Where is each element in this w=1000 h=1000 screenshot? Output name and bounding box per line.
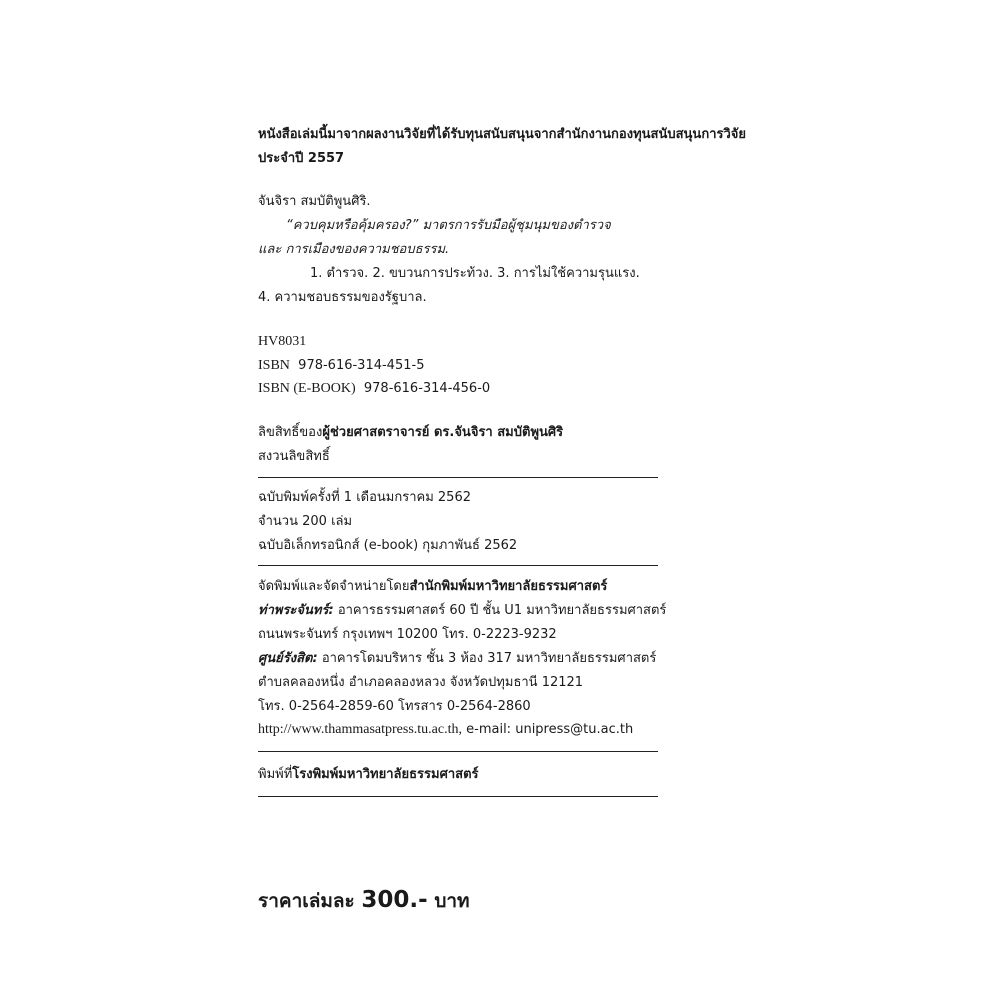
price-unit: บาท bbox=[434, 890, 470, 912]
isbn-ebook-value: 978-616-314-456-0 bbox=[363, 381, 491, 396]
copyright-reserved: สงวนลิขสิทธิ์ bbox=[258, 449, 330, 464]
rangsit-address-1 bbox=[258, 650, 656, 668]
divider bbox=[258, 796, 658, 797]
copyright-prefix: ลิขสิทธิ์ของ bbox=[258, 425, 323, 440]
isbn-ebook bbox=[258, 380, 490, 398]
tha-prachan-address-text: อาคารธรรมศาสตร์ 60 ปี ชั้น U1 มหาวิทยาลัยธรรมศาสตร์ bbox=[337, 603, 667, 618]
price-line bbox=[258, 886, 470, 916]
publisher-intro: จัดพิมพ์และจัดจำหน่ายโดย bbox=[258, 579, 410, 594]
funding-note-line-2: ประจำปี 2557 bbox=[258, 151, 345, 166]
edition-info: ฉบับพิมพ์ครั้งที่ 1 เดือนมกราคม 2562 bbox=[258, 490, 471, 505]
catalog-title-line-2: และ การเมืองของความชอบธรรม. bbox=[258, 242, 450, 257]
printer-prefix: พิมพ์ที่ bbox=[258, 767, 293, 782]
copyright-owner-name: ผู้ช่วยศาสตราจารย์ ดร.จันจิรา สมบัติพูนศิริ bbox=[322, 425, 564, 440]
tha-prachan-address-2: ถนนพระจันทร์ กรุงเทพฯ 10200 โทร. 0-2223-9232 bbox=[258, 627, 557, 642]
divider bbox=[258, 565, 658, 566]
publisher-name: สำนักพิมพ์มหาวิทยาลัยธรรมศาสตร์ bbox=[409, 579, 608, 594]
isbn-value: 978-616-314-451-5 bbox=[298, 358, 425, 373]
email-label: e-mail: bbox=[466, 722, 512, 737]
rangsit-address-text: อาคารโดมบริหาร ชั้น 3 ห้อง 317 มหาวิทยาลัยธรรมศาสตร์ bbox=[321, 651, 657, 666]
rangsit-address-2: ตำบลคลองหนึ่ง อำเภอคลองหลวง จังหวัดปทุมธานี 12121 bbox=[258, 675, 584, 690]
printer-line bbox=[258, 766, 479, 784]
publisher-website: http://www.thammasatpress.tu.ac.th, bbox=[258, 722, 462, 737]
tha-prachan-label: ท่าพระจันทร์: bbox=[258, 603, 334, 618]
ebook-edition-info: ฉบับอิเล็กทรอนิกส์ (e-book) กุมภาพันธ์ 2562 bbox=[258, 538, 518, 553]
catalog-subjects-line-2: 4. ความชอบธรรมของรัฐบาล. bbox=[258, 290, 427, 305]
price-label: ราคาเล่มละ bbox=[258, 890, 355, 912]
divider bbox=[258, 751, 658, 752]
catalog-title-line-1: “ควบคุมหรือคุ้มครอง?” มาตรการรับมือผู้ชุมนุมของตำรวจ bbox=[286, 218, 611, 233]
publisher-line bbox=[258, 578, 607, 596]
rangsit-label: ศูนย์รังสิต: bbox=[258, 651, 318, 666]
tha-prachan-address-1 bbox=[258, 602, 666, 620]
call-number: HV8031 bbox=[258, 334, 307, 349]
funding-note-line-1: หนังสือเล่มนี้มาจากผลงานวิจัยที่ได้รับทุนสนับสนุนจากสำนักงานกองทุนสนับสนุนการวิจัย bbox=[258, 127, 747, 142]
publisher-email: unipress@tu.ac.th bbox=[515, 722, 634, 737]
price-amount: 300.- bbox=[361, 887, 428, 913]
publisher-contact bbox=[258, 721, 633, 739]
isbn-print bbox=[258, 357, 424, 375]
isbn-ebook-label: ISBN (E-BOOK) bbox=[258, 381, 356, 396]
divider bbox=[258, 477, 658, 478]
catalog-author: จันจิรา สมบัติพูนศิริ. bbox=[258, 194, 371, 209]
printer-name: โรงพิมพ์มหาวิทยาลัยธรรมศาสตร์ bbox=[292, 767, 479, 782]
copies-info: จำนวน 200 เล่ม bbox=[258, 514, 353, 529]
isbn-label: ISBN bbox=[258, 358, 290, 373]
catalog-subjects-line-1: 1. ตำรวจ. 2. ขบวนการประท้วง. 3. การไม่ใช้ความรุนแรง. bbox=[310, 266, 640, 281]
copyright-owner bbox=[258, 424, 563, 442]
publisher-phone: โทร. 0-2564-2859-60 โทรสาร 0-2564-2860 bbox=[258, 699, 531, 714]
